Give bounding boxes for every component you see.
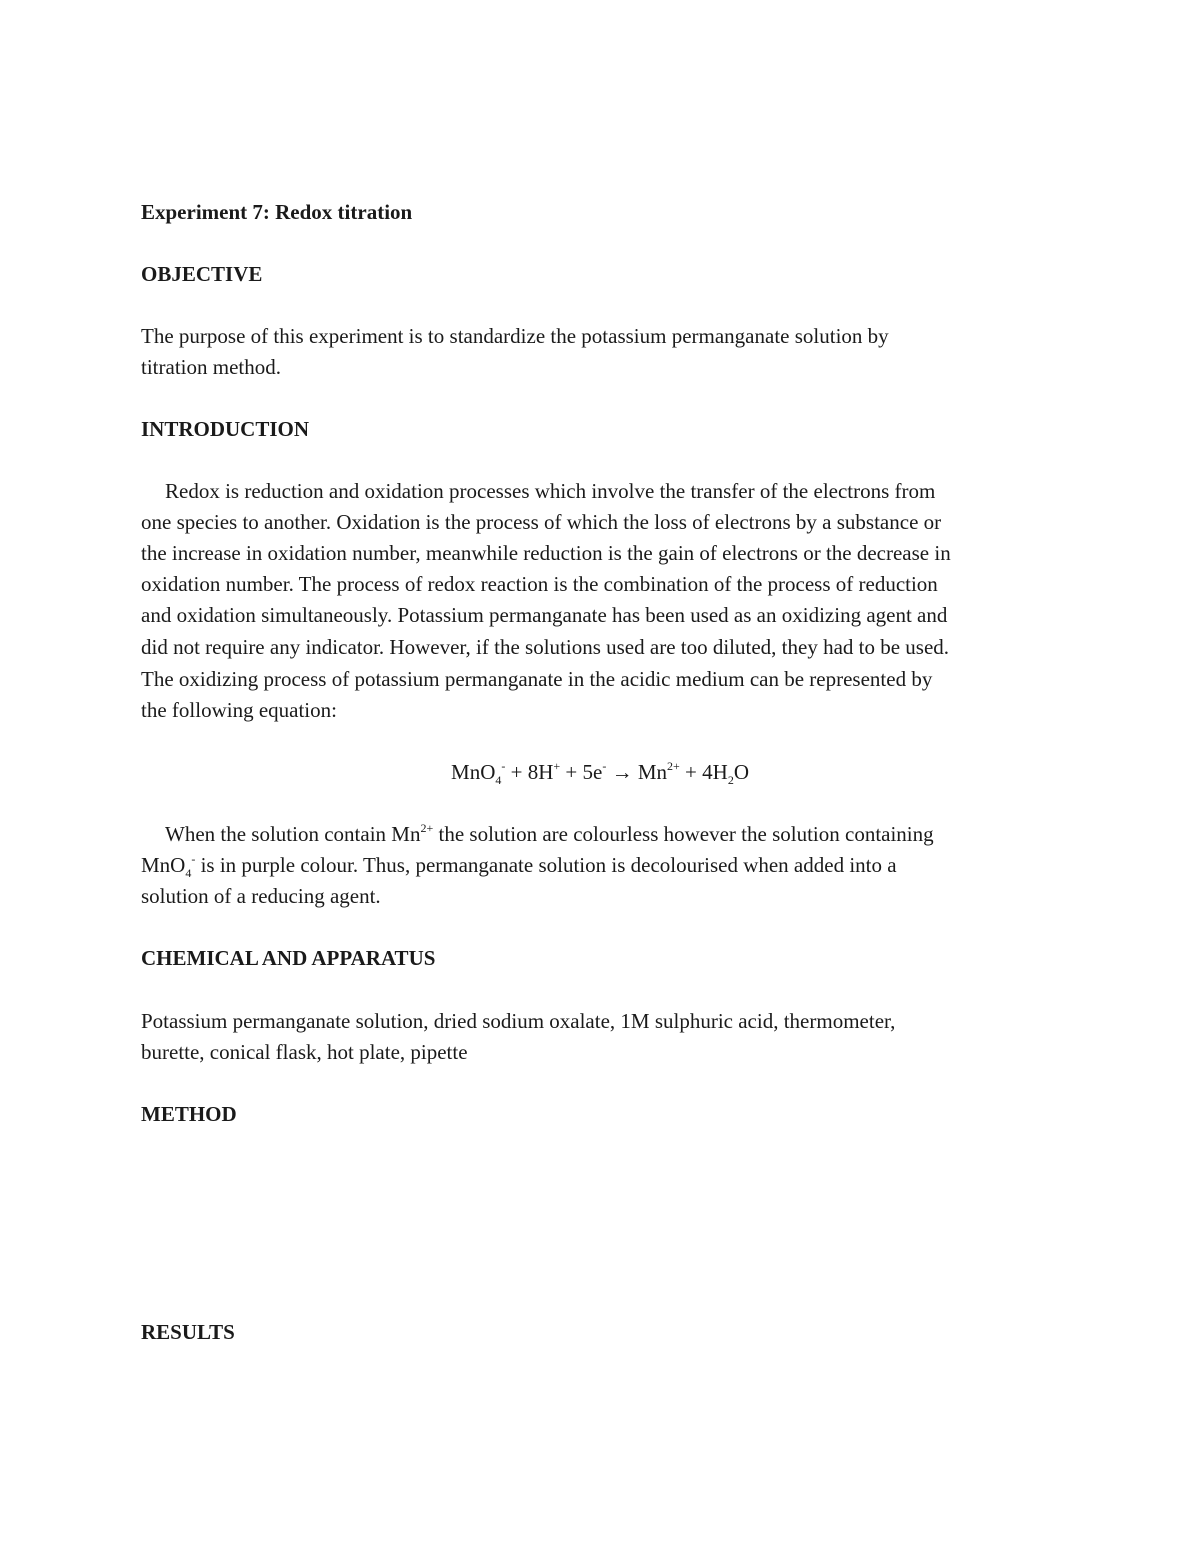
objective-line-1: The purpose of this experiment is to standardize the potassium permanganate solution by bbox=[141, 324, 889, 348]
paragraph2-line-1-text-b: the solution are colourless however the solution containing bbox=[433, 822, 934, 846]
introduction-line-6: did not require any indicator. However, if the solutions used are too diluted, they had to be used. bbox=[141, 635, 950, 659]
equation-h2o-subscript: 2 bbox=[727, 773, 734, 787]
equation-e-superscript: - bbox=[602, 759, 607, 773]
paragraph2-mno4-subscript: 4 bbox=[185, 866, 192, 880]
equation-arrow-mn: → Mn bbox=[606, 760, 668, 784]
paragraph2-line-2-text-a: MnO bbox=[141, 853, 186, 877]
redox-equation bbox=[0, 757, 1200, 788]
equation-mno4-superscript: - bbox=[501, 759, 506, 773]
introduction-line-3: the increase in oxidation number, meanwhile reduction is the gain of electrons or the decrease in bbox=[141, 541, 951, 565]
introduction-line-2: one species to another. Oxidation is the process of which the loss of electrons by a substance or bbox=[141, 510, 942, 534]
paragraph2-line-1 bbox=[165, 819, 1095, 850]
introduction-heading: INTRODUCTION bbox=[141, 417, 310, 441]
chemicals-line-2: burette, conical flask, hot plate, pipette bbox=[141, 1040, 468, 1064]
equation-mn-superscript: 2+ bbox=[667, 759, 680, 773]
paragraph2-mno4-superscript: - bbox=[191, 852, 196, 866]
equation-h-superscript: + bbox=[553, 759, 561, 773]
equation-8h: + 8H bbox=[505, 760, 554, 784]
chemicals-line-1: Potassium permanganate solution, dried sodium oxalate, 1M sulphuric acid, thermometer, bbox=[141, 1009, 896, 1033]
equation-4h: + 4H bbox=[679, 760, 728, 784]
paragraph2-line-1-text-a: When the solution contain Mn bbox=[165, 822, 421, 846]
equation-o: O bbox=[733, 760, 749, 784]
equation-5e: + 5e bbox=[560, 760, 603, 784]
document-title: Experiment 7: Redox titration bbox=[141, 200, 413, 224]
introduction-line-8: the following equation: bbox=[141, 698, 337, 722]
results-heading: RESULTS bbox=[141, 1320, 235, 1344]
paragraph2-line-2 bbox=[141, 850, 1071, 881]
introduction-line-4: oxidation number. The process of redox reaction is the combination of the process of reduction bbox=[141, 572, 938, 596]
introduction-line-5: and oxidation simultaneously. Potassium permanganate has been used as an oxidizing agent and bbox=[141, 603, 948, 627]
paragraph2-line-3: solution of a reducing agent. bbox=[141, 884, 381, 908]
chemicals-heading: CHEMICAL AND APPARATUS bbox=[141, 946, 436, 970]
equation-mno4-subscript: 4 bbox=[495, 773, 502, 787]
introduction-line-1: Redox is reduction and oxidation processes which involve the transfer of the electrons from bbox=[165, 479, 936, 503]
objective-heading: OBJECTIVE bbox=[141, 262, 263, 286]
objective-line-2: titration method. bbox=[141, 355, 281, 379]
paragraph2-mn-superscript: 2+ bbox=[420, 821, 434, 835]
equation-mno4: MnO bbox=[451, 760, 496, 784]
paragraph2-line-2-text-b: is in purple colour. Thus, permanganate solution is decolourised when added into a bbox=[195, 853, 897, 877]
method-heading: METHOD bbox=[141, 1102, 237, 1126]
introduction-line-7: The oxidizing process of potassium permanganate in the acidic medium can be represented by bbox=[141, 667, 933, 691]
